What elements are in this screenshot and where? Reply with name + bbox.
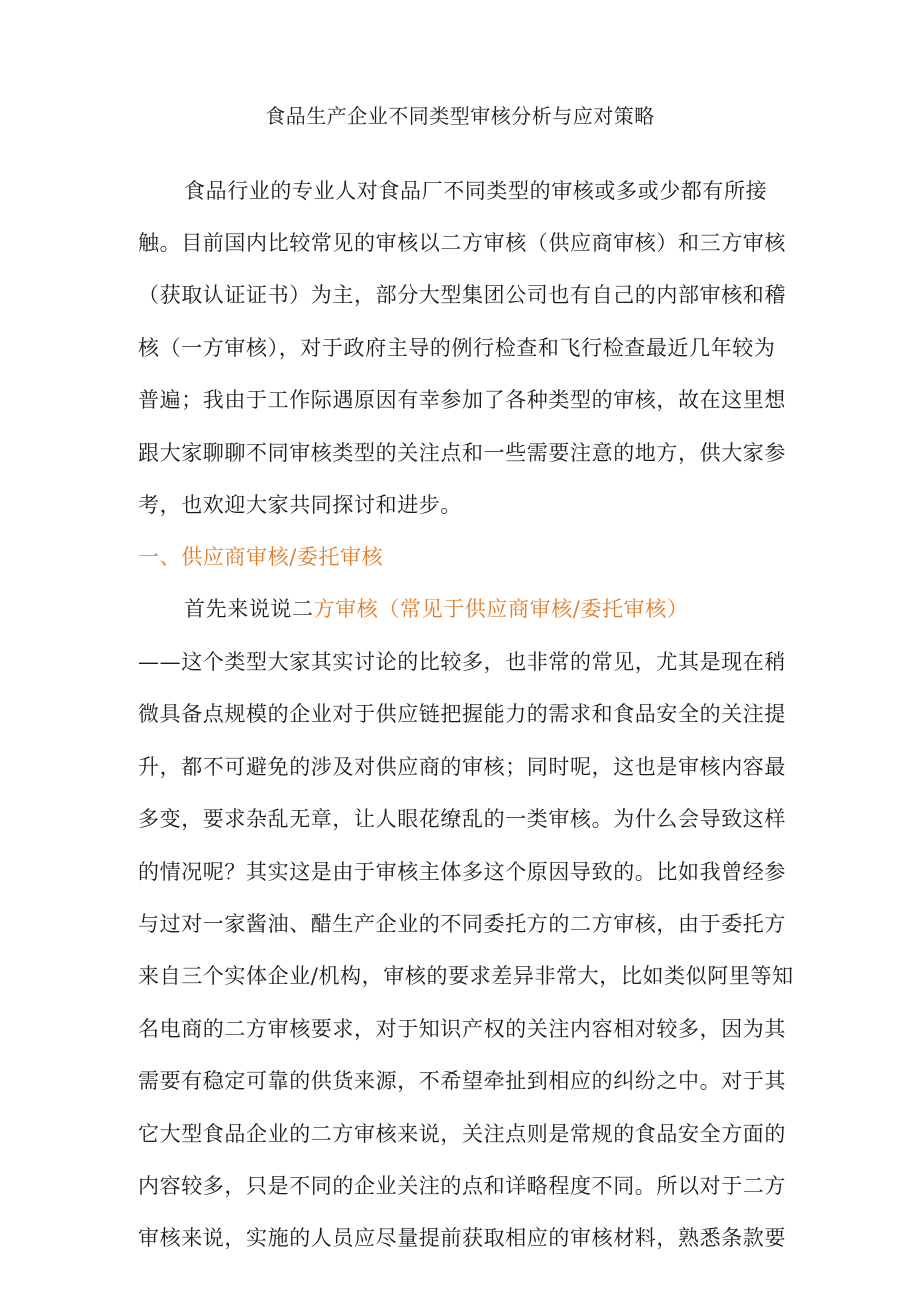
paragraph-1-line-6: 跟大家聊聊不同审核类型的关注点和一些需要注意的地方，供大家参 — [138, 441, 786, 465]
paragraph-1-line-3: （获取认证证书）为主，部分大型集团公司也有自己的内部审核和稽 — [138, 283, 786, 307]
paragraph-2-line-12: 审核来说，实施的人员应尽量提前获取相应的审核材料，熟悉条款要 — [138, 1226, 786, 1250]
document-title: 食品生产企业不同类型审核分析与应对策略 — [265, 104, 655, 128]
paragraph-1-line-4: 核（一方审核），对于政府主导的例行检查和飞行检查最近几年较为 — [138, 336, 776, 360]
paragraph-2-line-2: 微具备点规模的企业对于供应链把握能力的需求和食品安全的关注提 — [138, 702, 786, 726]
paragraph-2-line-5: 的情况呢？其实这是由于审核主体多这个原因导致的。比如我曾经参 — [138, 860, 786, 884]
paragraph-2-line-4: 多变，要求杂乱无章，让人眼花缭乱的一类审核。为什么会导致这样 — [138, 807, 786, 831]
paragraph-2-line-9: 需要有稳定可靠的供货来源，不希望牵扯到相应的纠纷之中。对于其 — [138, 1069, 786, 1093]
paragraph-2-line-10: 它大型食品企业的二方审核来说，关注点则是常规的食品安全方面的 — [138, 1122, 786, 1146]
paragraph-2-intro: 首先来说说二 — [184, 597, 314, 621]
paragraph-1-line-1: 食品行业的专业人对食品厂不同类型的审核或多或少都有所接 — [184, 179, 768, 203]
paragraph-1-line-7: 考，也欢迎大家共同探讨和进步。 — [138, 493, 462, 517]
paragraph-1-line-2: 触。目前国内比较常见的审核以二方审核（供应商审核）和三方审核 — [138, 231, 786, 255]
paragraph-2-line-3: 升，都不可避免的涉及对供应商的审核；同时呢，这也是审核内容最 — [138, 755, 786, 779]
paragraph-2-line-7: 来自三个实体企业/机构，审核的要求差异非常大，比如类似阿里等知 — [138, 964, 794, 988]
paragraph-2-line-8: 名电商的二方审核要求，对于知识产权的关注内容相对较多，因为其 — [138, 1017, 786, 1041]
paragraph-1-line-5: 普遍；我由于工作际遇原因有幸参加了各种类型的审核，故在这里想 — [138, 388, 786, 412]
paragraph-2-line-11: 内容较多，只是不同的企业关注的点和详略程度不同。所以对于二方 — [138, 1174, 786, 1198]
section-1-heading: 一、供应商审核/委托审核 — [138, 545, 384, 569]
paragraph-2-line-6: 与过对一家酱油、醋生产企业的不同委托方的二方审核，由于委托方 — [138, 912, 786, 936]
paragraph-2-first-line — [184, 594, 778, 624]
paragraph-2-highlight: 方审核（常见于供应商审核/委托审核） — [313, 597, 689, 621]
paragraph-2-line-1: ——这个类型大家其实讨论的比较多，也非常的常见，尤其是现在稍 — [138, 650, 786, 674]
